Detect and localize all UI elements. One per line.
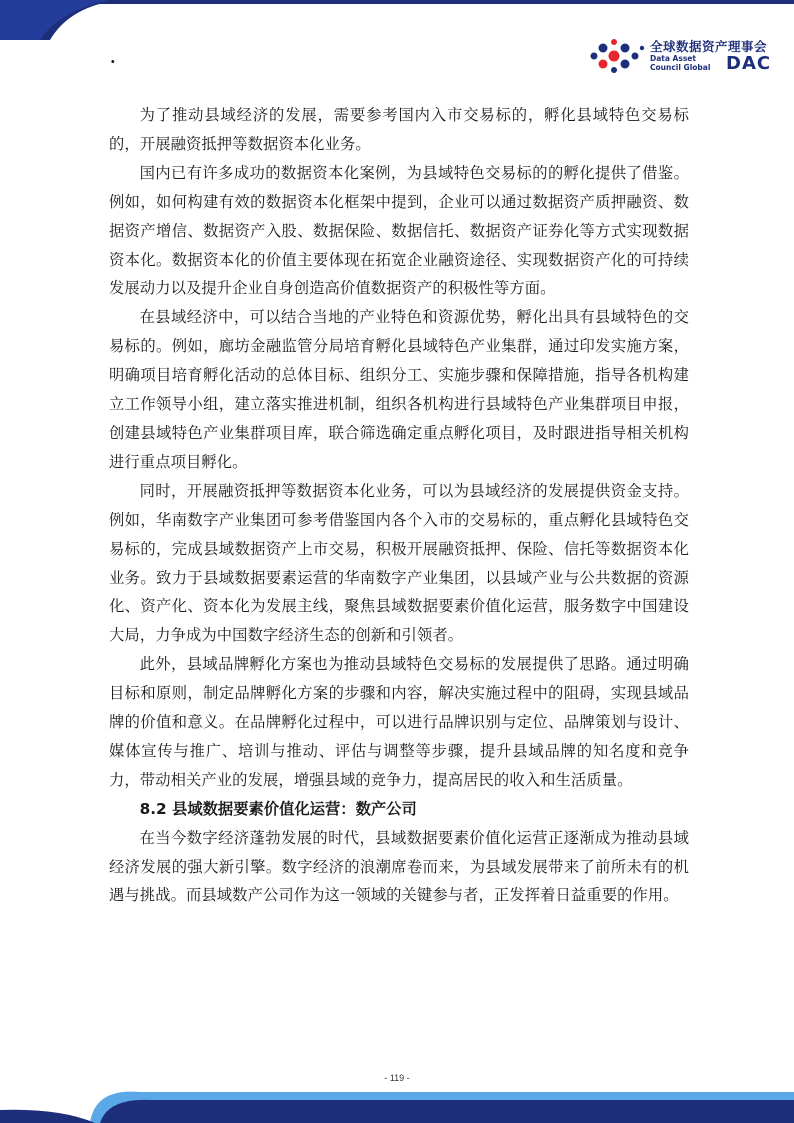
logo-english-line-1: Data Asset [650, 54, 696, 63]
paragraph-5: 此外，县域品牌孵化方案也为推动县域特色交易标的发展提供了思路。通过明确目标和原则，制定品牌孵化方案的步骤和内容，解决实施过程中的阻碍，实现县域品牌的价值和意义。在品牌孵化过程中，可以进行品牌识别与定位、品牌策划与设计、媒体宣传与推广、培训与推动、评估与调整等步骤，提升县域品牌的知名度和竞争力，带动相关产业的发展，增强县域的竞争力，提高居民的收入和生活质量。 [109, 655, 689, 789]
paragraph-1: 为了推动县域经济的发展，需要参考国内入市交易标的，孵化县域特色交易标的，开展融资抵押等数据资本化业务。 [109, 106, 689, 153]
section-heading: 8.2 县域数据要素价值化运营：数产公司 [139, 799, 417, 818]
dac-molecule-icon [586, 36, 650, 76]
logo-abbreviation: DAC [726, 53, 772, 74]
top-corner-decoration [0, 0, 200, 40]
paragraph-6: 在当今数字经济蓬勃发展的时代，县域数据要素价值化运营正逐渐成为推动县域经济发展的强大新引擎。数字经济的浪潮席卷而来，为县域发展带来了前所未有的机遇与挑战。而县域数产公司作为这一领域的关键参与者，正发挥着日益重要的作用。 [109, 828, 689, 905]
dac-logo [586, 36, 776, 76]
header-dot: · [110, 52, 116, 71]
logo-english-line-2: Council Global [650, 63, 711, 72]
logo-chinese-name: 全球数据资产理事会 [650, 39, 768, 54]
document-body [109, 101, 689, 910]
footer-wave-decoration [0, 1080, 794, 1123]
page-number: - 119 - [384, 1073, 410, 1083]
paragraph-4: 同时，开展融资抵押等数据资本化业务，可以为县域经济的发展提供资金支持。例如，华南数字产业集团可参考借鉴国内各个入市的交易标的，重点孵化县域特色交易标的，完成县域数据资产上市交易，积极开展融资抵押、保险、信托等数据资本化业务。致力于县域数据要素运营的华南数字产业集团，以县域产业与公共数据的资源化、资产化、资本化为发展主线，聚焦县域数据要素价值化运营，服务数字中国建设大局，力争成为中国数字经济生态的创新和引领者。 [109, 481, 689, 645]
paragraph-3: 在县域经济中，可以结合当地的产业特色和资源优势，孵化出具有县域特色的交易标的。例如，廊坊金融监管分局培育孵化县域特色产业集群，通过印发实施方案，明确项目培育孵化活动的总体目标、组织分工、实施步骤和保障措施，指导各机构建立工作领导小组，建立落实推进机制，组织各机构进行县域特色产业集群项目申报，创建县域特色产业集群项目库，联合筛选确定重点孵化项目，及时跟进指导相关机构进行重点项目孵化。 [109, 308, 689, 471]
paragraph-2: 国内已有许多成功的数据资本化案例，为县域特色交易标的的孵化提供了借鉴。例如，如何构建有效的数据资本化框架中提到，企业可以通过数据资产质押融资、数据资产增信、数据资产入股、数据保险、数据信托、数据资产证券化等方式实现数据资本化。数据资本化的价值主要体现在拓宽企业融资途径、实现数据资产化的可持续发展动力以及提升企业自身创造高价值数据资产的积极性等方面。 [109, 163, 689, 298]
